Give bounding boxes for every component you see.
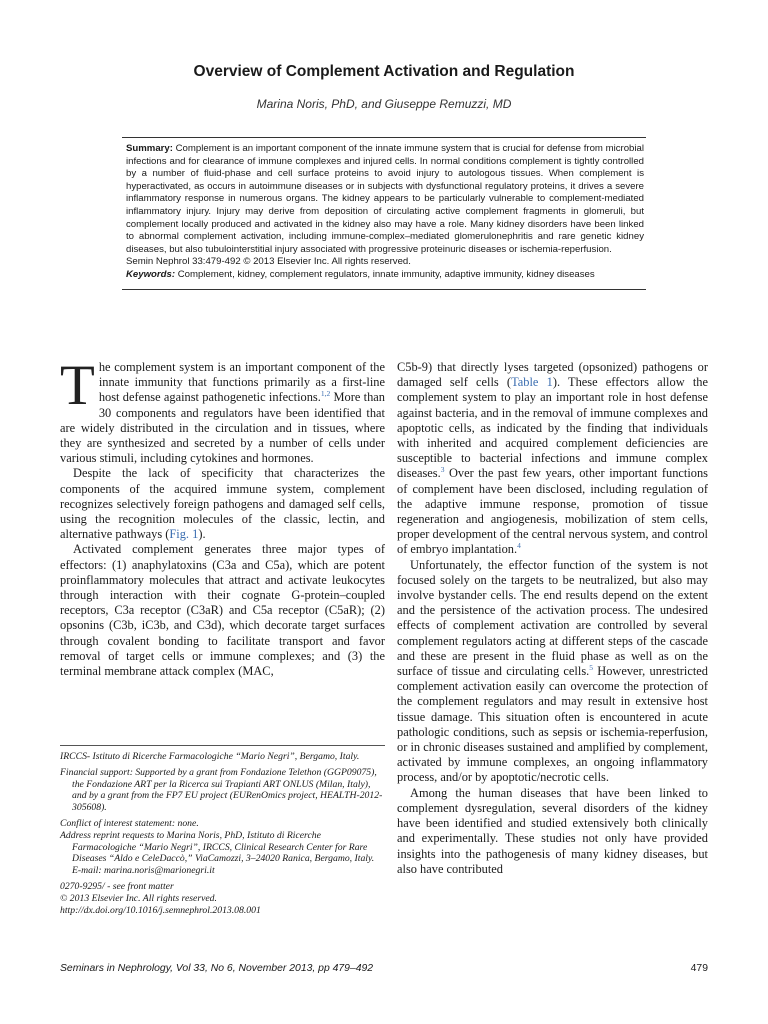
body-paragraph: Despite the lack of specificity that characterizes the components of the acquired immune system, complement recognizes selectively foreign pathogens and damaged self cells, using the recognition molecules of the classic, lectin, and alternative pathways (Fig. 1). [60,466,385,542]
table-link[interactable]: Table 1 [511,375,553,390]
article-title: Overview of Complement Activation and Regulation [193,63,575,80]
summary-text: Complement is an important component of the innate immune system that is crucial for defense from microbial infections and for clearance of immune complexes and injured cells. In normal conditions complement is tightly controlled by a number of fluid-phase and cell surface proteins to avoid injury to autologous tissues. When complement is hyperactivated, as occurs in autoimmune diseases or in subjects with dysfunctional regulatory proteins, it drives a severe inflammatory response in numerous organs. The kidney appears to be particularly vulnerable to complement-mediated inflammatory injury. Injury may derive from deposition of circulating active complement fragments in glomeruli, but complement locally produced and activated in the kidney also may have a role. Many kidney disorders have been linked to abnormal complement activation, including immune-complex–mediated glomerulonephritis and rare genetic kidney diseases, but also tubulointerstitial injury associated with progressive proteinuric diseases or ischemia-reperfusion. [126,143,644,255]
reference-link[interactable]: 3 [440,465,445,475]
footnote-conflict: Conflict of interest statement: none. [60,817,199,829]
keywords-paragraph [126,269,644,282]
figure-link[interactable]: Fig. 1 [169,527,199,542]
body-paragraph: Unfortunately, the effector function of the system is not focused solely on the targets to be neutralized, but also may involve bystander cells. The end results depend on the extent and the persistence of the activation process. The undesired effects of complement activation are controlled by several complement regulators acting at different steps of the cascade and these are present in the fluid phase as well as on the surface of tissue and circulating cells.$^5$ However, unrestricted complement activation easily can overcome the protection of the complement regulators and may result in extensive host tissue damage. This situation often is encountered in acute pathologic conditions, such as sepsis or ischemia-reperfusion, or in chronic diseases sustained and amplified by complement, activated by immune complexes, an ongoing inflammatory process, and/or by apoptotic/necrotic cells. [397,557,708,785]
article-authors: Marina Noris, PhD, and Giuseppe Remuzzi, MD [256,97,512,111]
footnote-affiliation: IRCCS- Istituto di Ricerche Farmacologiche “Mario Negri”, Bergamo, Italy. [60,751,360,762]
keywords-text: Complement, kidney, complement regulators, innate immunity, adaptive immunity, kidney diseases [175,268,595,280]
drop-cap: T [60,354,95,417]
body-column-right [397,360,708,877]
summary-label: Summary: [126,143,173,154]
footnote-doi-link[interactable]: http://dx.doi.org/10.1016/j.semnephrol.2013.08.001 [60,904,261,916]
reference-link[interactable]: 4 [517,541,521,551]
footnote-financial: Financial support: Supported by a grant from Fondazione Telethon (GGP09075), the Fondazione ART per la Ricerca sui Trapianti ART ONLUS (Milan, Italy), and by a grant from the FP7 EU project (EURenOmics project, HEALTH-2012-305608). [60,766,383,814]
body-column-left [60,354,385,679]
page-footer [60,962,708,975]
footnote-copyright: © 2013 Elsevier Inc. All rights reserved. [60,892,217,904]
reference-link[interactable]: 1,2 [320,389,331,399]
page-number: 479 [690,963,708,974]
footnotes [60,745,385,916]
summary-paragraph [126,143,644,256]
body-paragraph: C5b-9) that directly lyses targeted (opsonized) pathogens or damaged self cells (Table 1). These effectors allow the complement system to play an important role in host defense against bacteria, and in the removal of immune complexes and apoptotic cells, as indicated by the finding that individuals with inherited and acquired complement deficiencies are susceptible to bacterial infections and immune complex diseases.$^3$ Over the past few years, other important functions of complement have been disclosed, including regulation of the adaptive immune response, promotion of tissue regeneration and angiogenesis, mobilization of stem cells, proper development of the central nervous system, and control of embryo implantation.$^4$ [397,360,708,557]
abstract-citation: Semin Nephrol 33:479-492 © 2013 Elsevier Inc. All rights reserved. [126,256,411,268]
body-paragraph: The complement system is an important component of the innate immunity that functions primarily as a first-line host defense against pathogenetic infections.$^{1,2}$ More than 30 components and regulators have been identified that are widely distributed in the circulation and in tissues, where they are synthesized and secreted by a number of cells under various stimuli, including cytokines and hormones. [60,354,385,466]
reference-link[interactable]: 5 [589,662,593,672]
body-paragraph: Among the human diseases that have been linked to complement dysregulation, several disorders of the kidney have been identified and studied extensively both clinically and experimentally. These studies not only have provided insights into the pathogenesis of many kidney diseases, but also have contributed [397,785,708,876]
footnote-reprint: Address reprint requests to Marina Noris, PhD, Istituto di Ricerche Farmacologiche “Mario Negri”, IRCCS, Clinical Research Center for Rare Diseases “Aldo e CeleDaccò,” ViaCamozzi, 3–24020 Ranica, Bergamo, Italy. E-mail: marina.noris@marionegri.it [60,829,375,877]
keywords-label: Keywords: [126,268,176,280]
body-paragraph: Activated complement generates three major types of effectors: (1) anaphylatoxins (C3a and C5a), which are potent proinflammatory molecules that attract and activate leukocytes through interaction with their cognate G-protein–coupled receptors, C3a receptor (C3aR) and C5a receptor (C5aR); (2) opsonins (C3b, iC3b, and C3d), which decorate target surfaces through covalent bonding to facilitate transport and favor removal of target cells or immune complexes; and (3) the terminal membrane attack complex (MAC, [60,542,385,679]
journal-citation: Seminars in Nephrology, Vol 33, No 6, November 2013, pp 479–492 [60,963,374,974]
abstract-box [122,137,646,290]
footnote-issn: 0270-9295/ - see front matter [60,880,174,892]
